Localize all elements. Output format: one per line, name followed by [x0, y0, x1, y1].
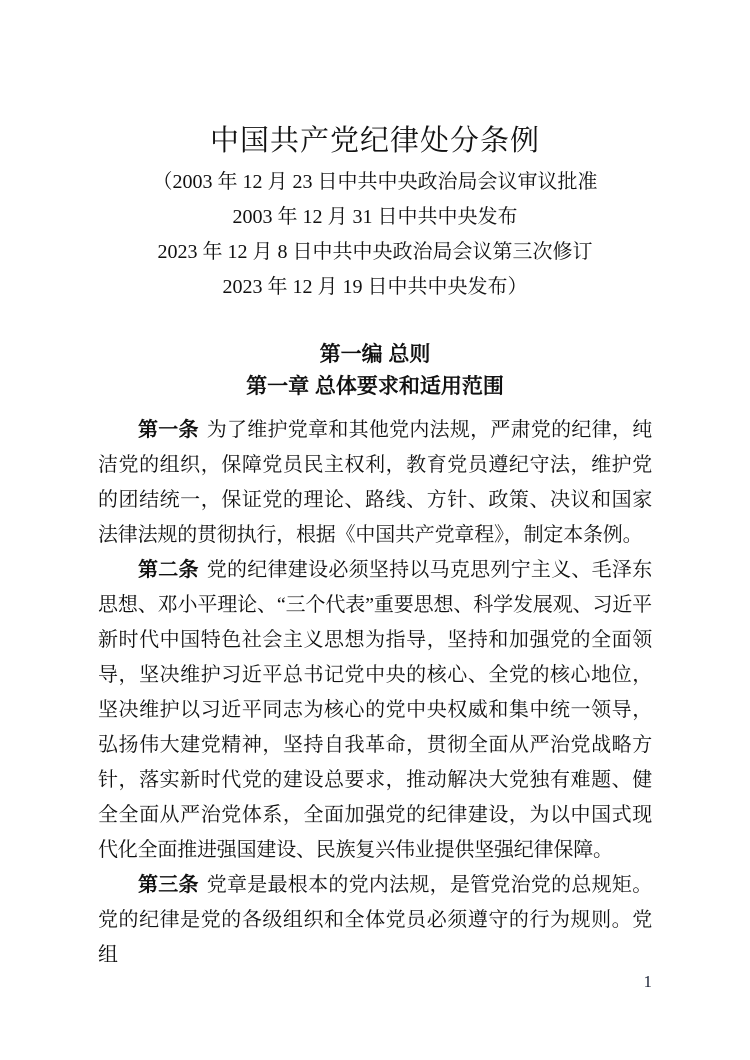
chapter-heading: 第一章 总体要求和适用范围 [246, 375, 504, 398]
page-number: 1 [643, 972, 652, 991]
document-title: 中国共产党纪律处分条例 [209, 125, 540, 157]
article-label: 第二条 [138, 559, 199, 581]
article-text: 党章是最根本的党内法规，是管党治党的总规矩。党的纪律是党的各级组织和全体党员必须遵守的行为规则。党组 [98, 874, 652, 966]
article-paragraph [98, 868, 652, 973]
part-heading: 第一编 总则 [319, 343, 431, 366]
approval-line: （2003 年 12 月 23 日中共中央政治局会议审议批准 [152, 171, 598, 193]
approval-lines [98, 165, 652, 305]
article-label: 第三条 [138, 874, 199, 896]
article-paragraph [98, 413, 652, 553]
article-text: 为了维护党章和其他党内法规，严肃党的纪律，纯洁党的组织，保障党员民主权利，教育党员遵纪守法，维护党的团结统一，保证党的理论、路线、方针、政策、决议和国家法律法规的贯彻执行，根据《中国共产党章程》，制定本条例。 [98, 419, 652, 546]
document-content [98, 0, 652, 973]
article-paragraph [98, 553, 652, 868]
approval-line: 2023 年 12 月 19 日中共中央发布） [222, 276, 528, 298]
article-body [98, 413, 652, 973]
article-label: 第一条 [138, 419, 199, 441]
article-text: 党的纪律建设必须坚持以马克思列宁主义、毛泽东思想、邓小平理论、“三个代表”重要思想、科学发展观、习近平新时代中国特色社会主义思想为指导，坚持和加强党的全面领导，坚决维护习近平总书记党中央的核心、全党的核心地位，坚决维护以习近平同志为核心的党中央权威和集中统一领导，弘扬伟大建党精神，坚持自我革命，贯彻全面从严治党战略方针，落实新时代党的建设总要求，推动解决大党独有难题、健全全面从严治党体系，全面加强党的纪律建设，为以中国式现代化全面推进强国建设、民族复兴伟业提供坚强纪律保障。 [98, 559, 652, 861]
approval-line: 2023 年 12 月 8 日中共中央政治局会议第三次修订 [157, 241, 593, 263]
approval-line: 2003 年 12 月 31 日中共中央发布 [232, 206, 518, 228]
